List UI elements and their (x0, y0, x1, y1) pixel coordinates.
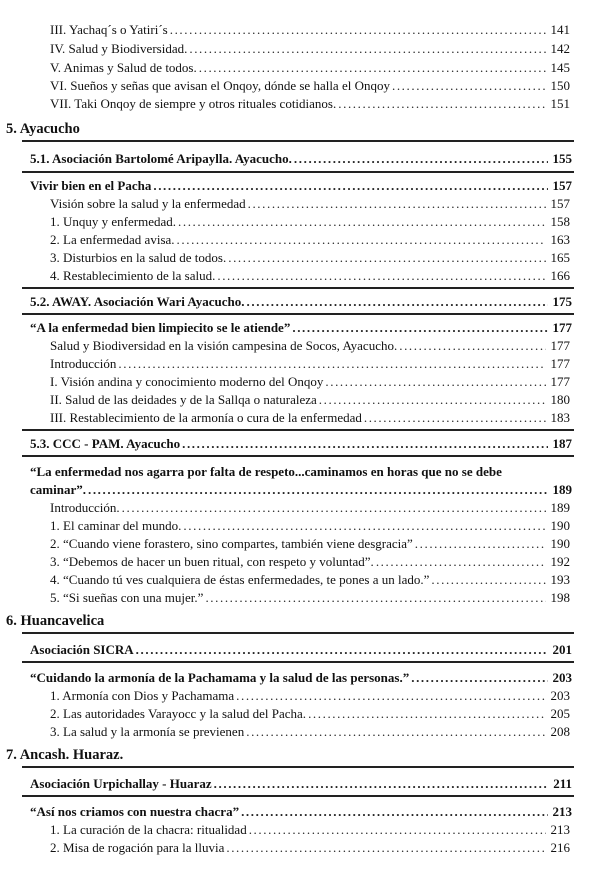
toc-entry-text: III. Yachaq´s o Yatiri´s (50, 22, 168, 37)
toc-entry (50, 822, 570, 838)
toc-entry (50, 41, 570, 57)
toc-entry-text: 2. “Cuando viene forastero, sino compartes, también viene desgracia” (50, 536, 413, 551)
leader-dots (205, 590, 546, 606)
toc-entry-page: 183 (550, 410, 570, 425)
leader-dots (199, 60, 546, 76)
toc-chapter-head (30, 804, 572, 820)
toc-entry-text: 2. Las autoridades Varayocc y la salud del Pacha. (50, 706, 307, 721)
toc-entry (50, 500, 570, 516)
toc-entry (50, 572, 570, 588)
toc-entry-page: 208 (550, 724, 570, 739)
leader-dots (294, 151, 548, 167)
leader-dots (415, 536, 546, 552)
toc-entry (50, 724, 570, 740)
toc-entry (50, 268, 570, 284)
toc-entry-text: 4. Restablecimiento de la salud. (50, 268, 216, 283)
section-divider (22, 287, 574, 289)
toc-entry-text: VII. Taki Onqoy de siempre y otros rituales cotidianos. (50, 96, 337, 111)
toc-entry-text: “Cuidando la armonía de la Pachamama y la salud de las personas.” (30, 670, 410, 685)
leader-dots (338, 96, 546, 112)
toc-entry-page: 163 (550, 232, 570, 247)
leader-dots (248, 196, 546, 212)
leader-dots (217, 268, 546, 284)
toc-entry-page: 155 (552, 151, 572, 166)
section-divider (22, 455, 574, 457)
leader-dots (118, 356, 546, 372)
leader-dots (376, 554, 546, 570)
toc-chapter-head (30, 320, 572, 336)
toc-entry-page: 203 (552, 670, 572, 685)
toc-entry-text: Vivir bien en el Pacha (30, 178, 152, 193)
section-title: 6. Huancavelica (6, 613, 105, 629)
section-divider (22, 766, 574, 768)
toc-entry (50, 706, 570, 722)
leader-dots (325, 374, 546, 390)
section-divider (22, 661, 574, 663)
leader-dots (411, 670, 548, 686)
toc-chapter-head (30, 482, 572, 498)
toc-entry-text: 3. Disturbios en la salud de todos. (50, 250, 227, 265)
toc-entry-text: 1. El caminar del mundo. (50, 518, 182, 533)
toc-entry-text: Introducción (50, 356, 117, 371)
toc-entry-text: Salud y Biodiversidad en la visión campesina de Socos, Ayacucho. (50, 338, 398, 353)
leader-dots (431, 572, 546, 588)
toc-entry-text: 3. La salud y la armonía se previenen (50, 724, 245, 739)
section-divider (22, 171, 574, 173)
section-divider (22, 140, 574, 142)
toc-entry-text: “Así nos criamos con nuestra chacra” (30, 804, 240, 819)
leader-dots (236, 688, 546, 704)
toc-entry-text: 5.2. AWAY. Asociación Wari Ayacucho. (30, 294, 245, 309)
toc-entry-page: 157 (552, 178, 572, 193)
toc-entry-text: 5.3. CCC - PAM. Ayacucho (30, 436, 181, 451)
toc-subsection (30, 436, 572, 452)
toc-entry-page: 157 (550, 196, 570, 211)
toc-entry-text: Visión sobre la salud y la enfermedad (50, 196, 246, 211)
toc-entry (50, 374, 570, 390)
toc-entry-text: II. Salud de las deidades y de la Sallqa o naturaleza (50, 392, 317, 407)
toc-entry-page: 141 (550, 22, 570, 37)
leader-dots (292, 320, 548, 336)
leader-dots (177, 232, 546, 248)
leader-dots (364, 410, 546, 426)
leader-dots (122, 500, 546, 516)
toc-entry-page: 177 (550, 356, 570, 371)
toc-entry-text: 5.1. Asociación Bartolomé Aripaylla. Ayacucho. (30, 151, 292, 166)
leader-dots (182, 436, 548, 452)
toc-entry-page: 211 (553, 776, 572, 791)
toc-entry-page: 189 (550, 500, 570, 515)
toc-subsection (30, 151, 572, 167)
toc-entry-text: V. Animas y Salud de todos. (50, 60, 197, 75)
toc-entry-page: 205 (550, 706, 570, 721)
leader-dots (170, 22, 546, 38)
section-divider (22, 632, 574, 634)
section-divider (22, 313, 574, 315)
leader-dots (183, 518, 546, 534)
toc-entry-text: 5. “Si sueñas con una mujer.” (50, 590, 204, 605)
toc-entry (50, 78, 570, 94)
toc-entry-text: 1. La curación de la chacra: ritualidad (50, 822, 247, 837)
toc-entry-page: 216 (550, 840, 570, 855)
leader-dots (399, 338, 546, 354)
toc-subsection (30, 776, 572, 792)
toc-entry-page: 150 (550, 78, 570, 93)
toc-entry (50, 214, 570, 230)
toc-entry-text: 2. La enfermedad avisa. (50, 232, 175, 247)
leader-dots (178, 214, 546, 230)
toc-entry (50, 554, 570, 570)
toc-entry-text: VI. Sueños y señas que avisan el Onqoy, dónde se halla el Onqoy (50, 78, 390, 93)
toc-entry (50, 60, 570, 76)
toc-entry-text: 4. “Cuando tú ves cualquiera de éstas enfermedades, te pones a un lado.” (50, 572, 430, 587)
toc-entry-text: 2. Misa de rogación para la lluvia (50, 840, 225, 855)
leader-dots (226, 840, 546, 856)
toc-entry (50, 392, 570, 408)
leader-dots (241, 804, 548, 820)
toc-entry (50, 688, 570, 704)
toc-entry-page: 177 (550, 374, 570, 389)
toc-entry (50, 518, 570, 534)
toc-entry-page: 165 (550, 250, 570, 265)
toc-entry-page: 151 (550, 96, 570, 111)
toc-entry (50, 250, 570, 266)
leader-dots (247, 294, 548, 310)
leader-dots (246, 724, 546, 740)
toc-entry-page: 145 (550, 60, 570, 75)
toc-entry-text: Asociación SICRA (30, 642, 134, 657)
leader-dots (249, 822, 546, 838)
section-title: 7. Ancash. Huaraz. (6, 747, 124, 763)
leader-dots (153, 178, 548, 194)
toc-entry-page: 187 (552, 436, 572, 451)
toc-entry-page: 142 (550, 41, 570, 56)
toc-entry (50, 840, 570, 856)
toc-entry-text: Introducción. (50, 500, 120, 515)
toc-entry-page: 201 (552, 642, 572, 657)
leader-dots (136, 642, 548, 658)
section-divider (22, 795, 574, 797)
toc-entry-page: 189 (552, 482, 572, 497)
toc-entry-text: Asociación Urpichallay - Huaraz (30, 776, 212, 791)
toc-subsection (30, 642, 572, 658)
toc-entry-page: 175 (552, 294, 572, 309)
toc-entry (50, 536, 570, 552)
toc-entry-page: 177 (552, 320, 572, 335)
leader-dots (189, 41, 546, 57)
toc-chapter-head-line1: “La enfermedad nos agarra por falta de respeto...caminamos en horas que no se debe (30, 464, 502, 479)
toc-entry-page: 193 (550, 572, 570, 587)
toc-entry-page: 203 (550, 688, 570, 703)
toc-entry (50, 96, 570, 112)
toc-entry-text: caminar”. (30, 482, 86, 497)
toc-entry-text: 3. “Debemos de hacer un buen ritual, con respeto y voluntad”. (50, 554, 374, 569)
leader-dots (308, 706, 546, 722)
toc-entry-page: 177 (550, 338, 570, 353)
toc-entry-text: IV. Salud y Biodiversidad. (50, 41, 188, 56)
section-divider (22, 429, 574, 431)
toc-entry-text: III. Restablecimiento de la armonía o cura de la enfermedad (50, 410, 362, 425)
toc-entry-page: 158 (550, 214, 570, 229)
toc-entry-text: 1. Armonía con Dios y Pachamama (50, 688, 235, 703)
toc-entry (50, 590, 570, 606)
toc-entry-text: 1. Unquy y enfermedad. (50, 214, 176, 229)
leader-dots (214, 776, 548, 792)
toc-entry-page: 213 (552, 804, 572, 819)
leader-dots (392, 78, 546, 94)
toc-entry-page: 213 (550, 822, 570, 837)
toc-entry (50, 196, 570, 212)
toc-entry-page: 190 (550, 536, 570, 551)
toc-entry-text: “A la enfermedad bien limpiecito se le atiende” (30, 320, 291, 335)
leader-dots (319, 392, 546, 408)
toc-chapter-head (30, 670, 572, 686)
toc-entry-text: I. Visión andina y conocimiento moderno del Onqoy (50, 374, 324, 389)
toc-entry-page: 198 (550, 590, 570, 605)
toc-entry (50, 232, 570, 248)
toc-entry (50, 22, 570, 38)
section-title: 5. Ayacucho (6, 121, 80, 137)
toc-entry (50, 356, 570, 372)
toc-entry-page: 192 (550, 554, 570, 569)
toc-entry-page: 180 (550, 392, 570, 407)
toc-entry (50, 338, 570, 354)
toc-chapter-head (30, 178, 572, 194)
toc-subsection (30, 294, 572, 310)
leader-dots (88, 482, 548, 498)
toc-entry (50, 410, 570, 426)
toc-entry-page: 166 (550, 268, 570, 283)
toc-entry-page: 190 (550, 518, 570, 533)
leader-dots (228, 250, 546, 266)
